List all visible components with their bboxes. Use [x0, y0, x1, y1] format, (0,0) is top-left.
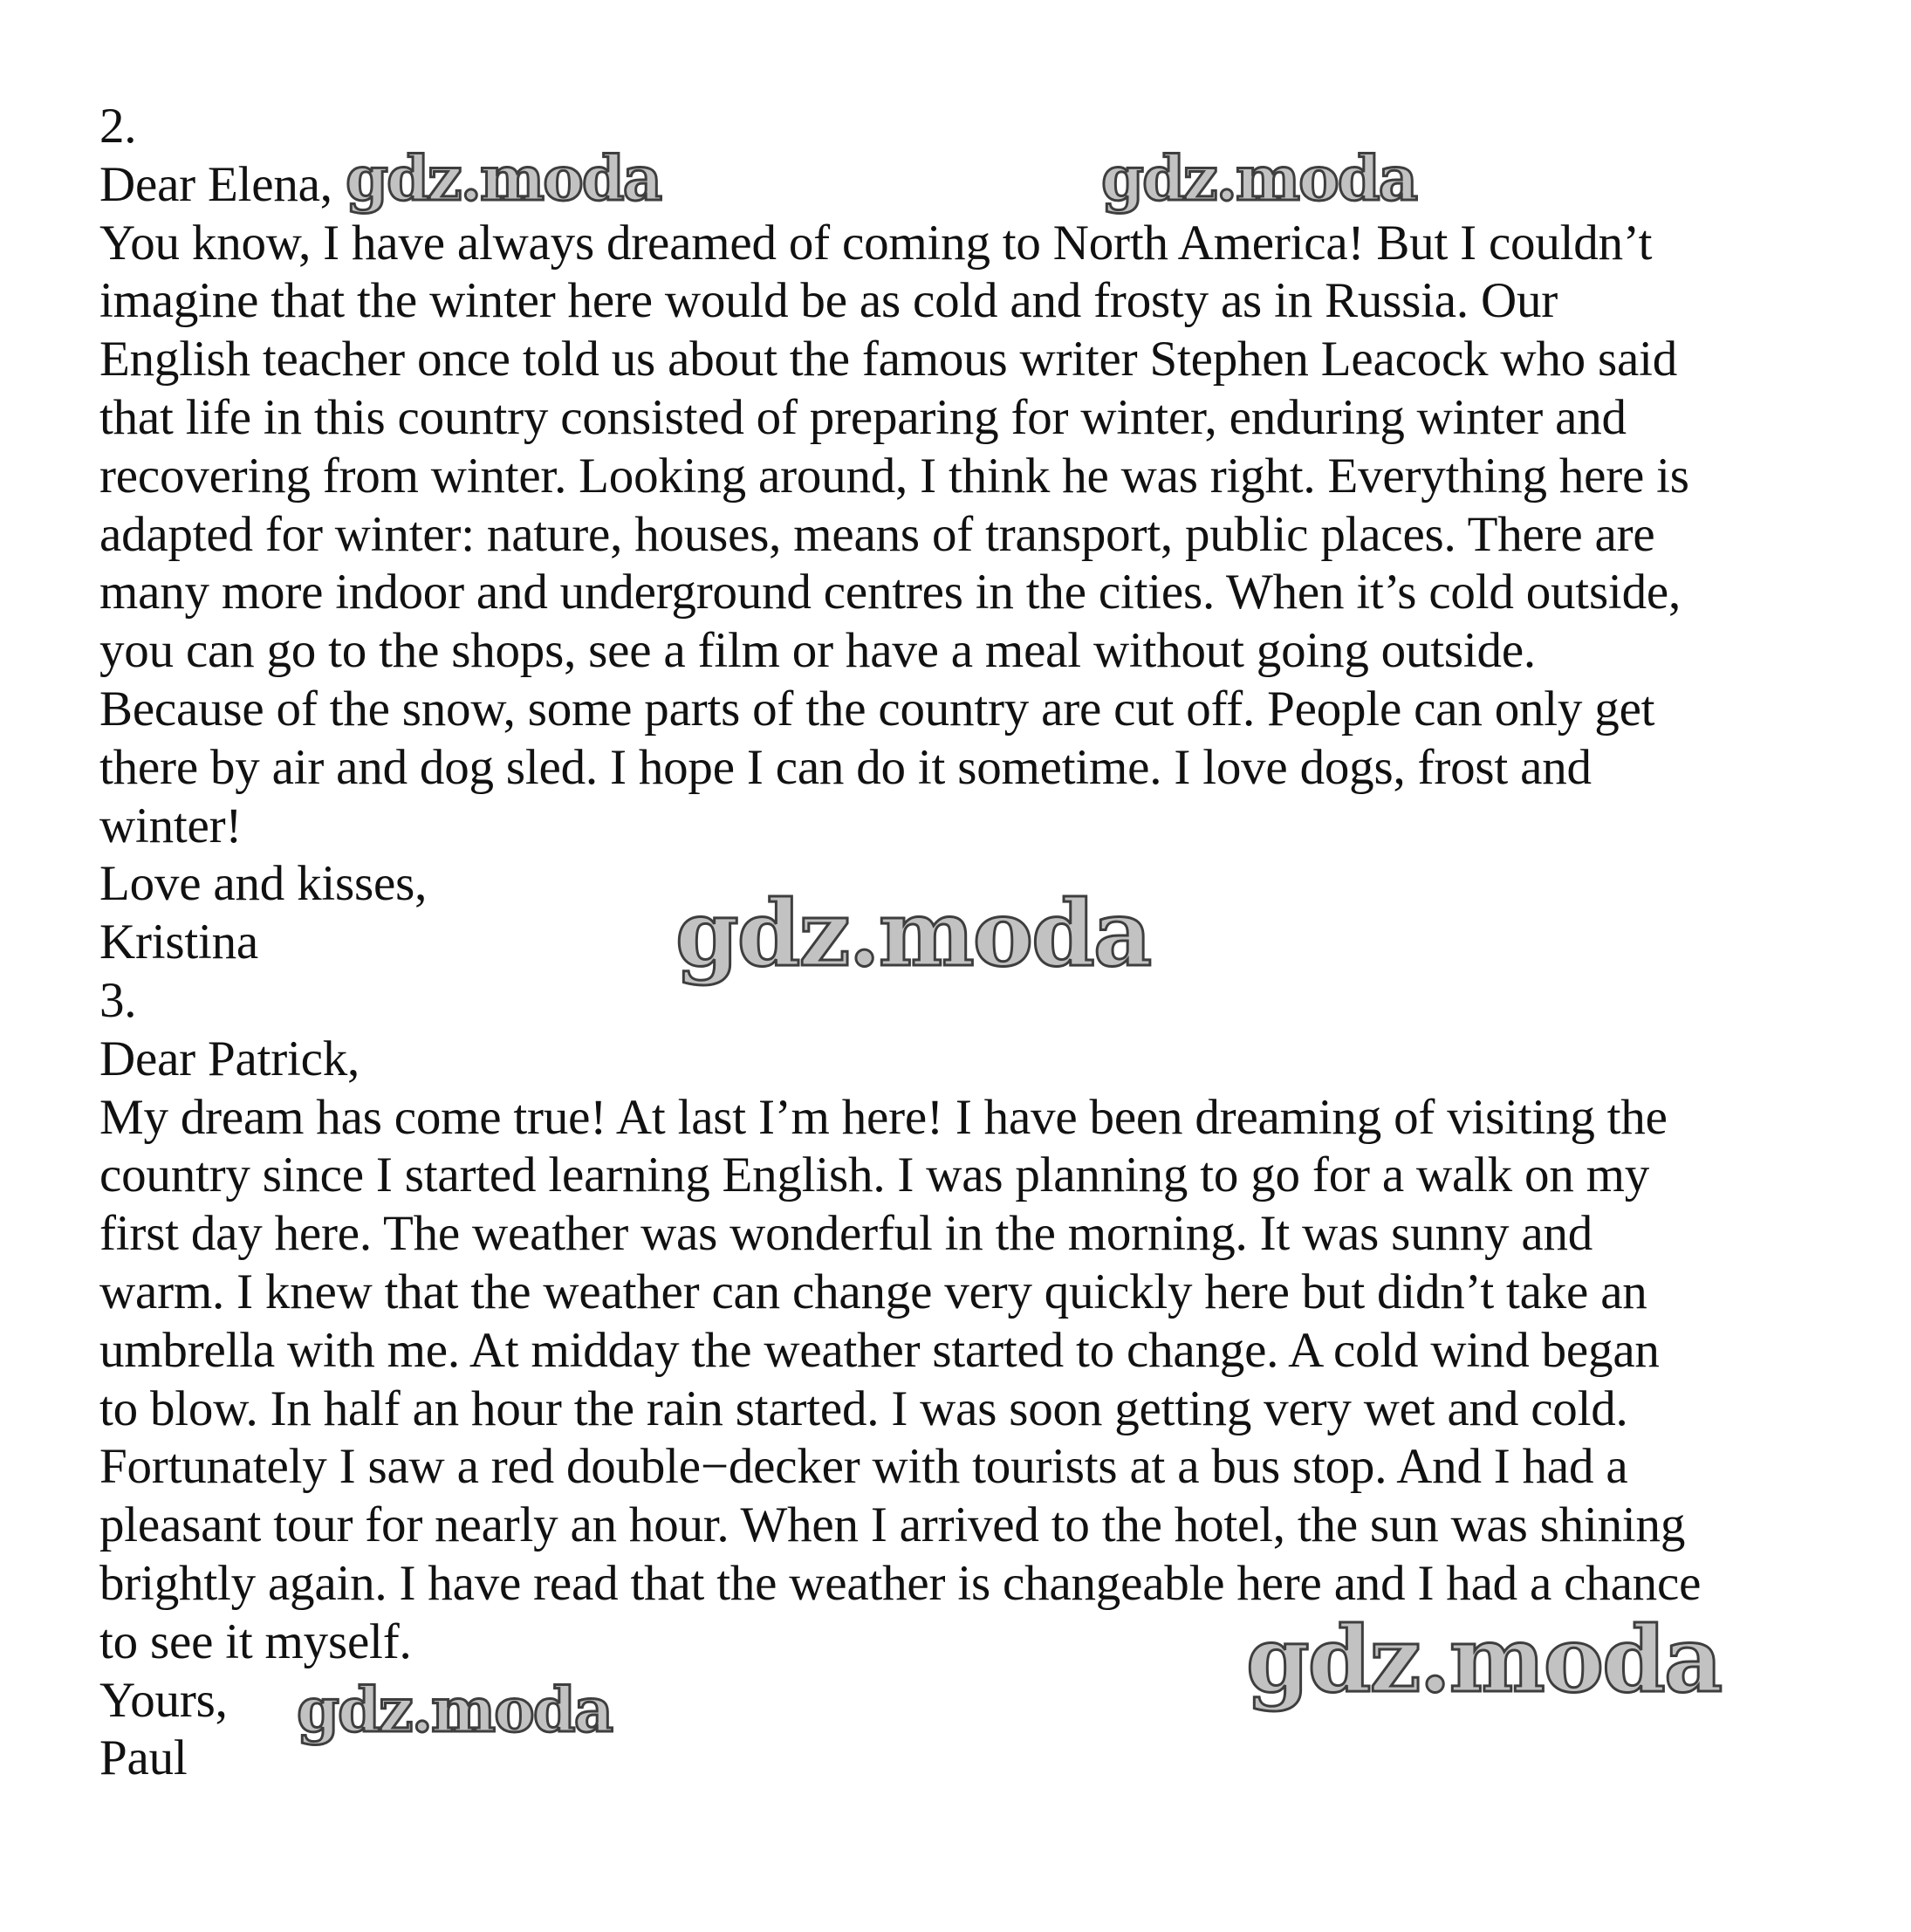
letter-line: My dream has come true! At last I’m here! I have been dreaming of visiting the	[99, 1089, 1668, 1145]
letter-line: adapted for winter: nature, houses, means of transport, public places. There are	[99, 506, 1655, 562]
signature-paul: Paul	[99, 1730, 188, 1786]
section-number-2: 2.	[99, 99, 137, 154]
watermark-logo: gdz.moda	[1246, 1606, 1722, 1713]
letter-line: pleasant tour for nearly an hour. When I arrived to the hotel, the sun was shining	[99, 1497, 1686, 1553]
letter-line: that life in this country consisted of preparing for winter, enduring winter and	[99, 389, 1627, 445]
letter-line: to see it myself.	[99, 1613, 412, 1669]
signature-kristina: Kristina	[99, 915, 259, 970]
salutation-elena: Dear Elena,	[99, 156, 332, 212]
watermark-logo: gdz.moda	[297, 1674, 613, 1746]
watermark-logo: gdz.moda	[346, 142, 661, 215]
letter-line: Fortunately I saw a red double−decker with tourists at a bus stop. And I had a	[99, 1439, 1628, 1495]
letter-line: imagine that the winter here would be as cold and frosty as in Russia. Our	[99, 273, 1558, 329]
letter-line: Because of the snow, some parts of the country are cut off. People can only get	[99, 681, 1655, 736]
letter-line: many more indoor and underground centres in the cities. When it’s cold outside,	[99, 565, 1682, 620]
letter-line: You know, I have always dreamed of coming to North America! But I couldn’t	[99, 215, 1653, 271]
letter-line: you can go to the shops, see a film or have a meal without going outside.	[99, 623, 1536, 679]
letter-line: recovering from winter. Looking around, I think he was right. Everything here is	[99, 448, 1689, 504]
closing-line: Yours,	[99, 1672, 228, 1728]
closing-line: Love and kisses,	[99, 856, 428, 912]
letter-line: winter!	[99, 798, 243, 853]
letter-line: English teacher once told us about the famous writer Stephen Leacock who said	[99, 332, 1678, 387]
watermark-logo: gdz.moda	[675, 880, 1151, 987]
letter-line: warm. I knew that the weather can change very quickly here but didn’t take an	[99, 1264, 1647, 1319]
letter-line: first day here. The weather was wonderful in the morning. It was sunny and	[99, 1206, 1593, 1262]
letter-line: there by air and dog sled. I hope I can do it sometime. I love dogs, frost and	[99, 739, 1592, 795]
letter-line: to blow. In half an hour the rain started. I was soon getting very wet and cold.	[99, 1380, 1628, 1436]
letter-line: umbrella with me. At midday the weather started to change. A cold wind began	[99, 1322, 1660, 1378]
salutation-patrick: Dear Patrick,	[99, 1031, 360, 1086]
letter-line: country since I started learning English. I was planning to go for a walk on my	[99, 1148, 1650, 1203]
section-number-3: 3.	[99, 972, 137, 1028]
letter-line: brightly again. I have read that the weather is changeable here and I had a chance	[99, 1555, 1702, 1611]
watermark-logo: gdz.moda	[1101, 142, 1417, 215]
